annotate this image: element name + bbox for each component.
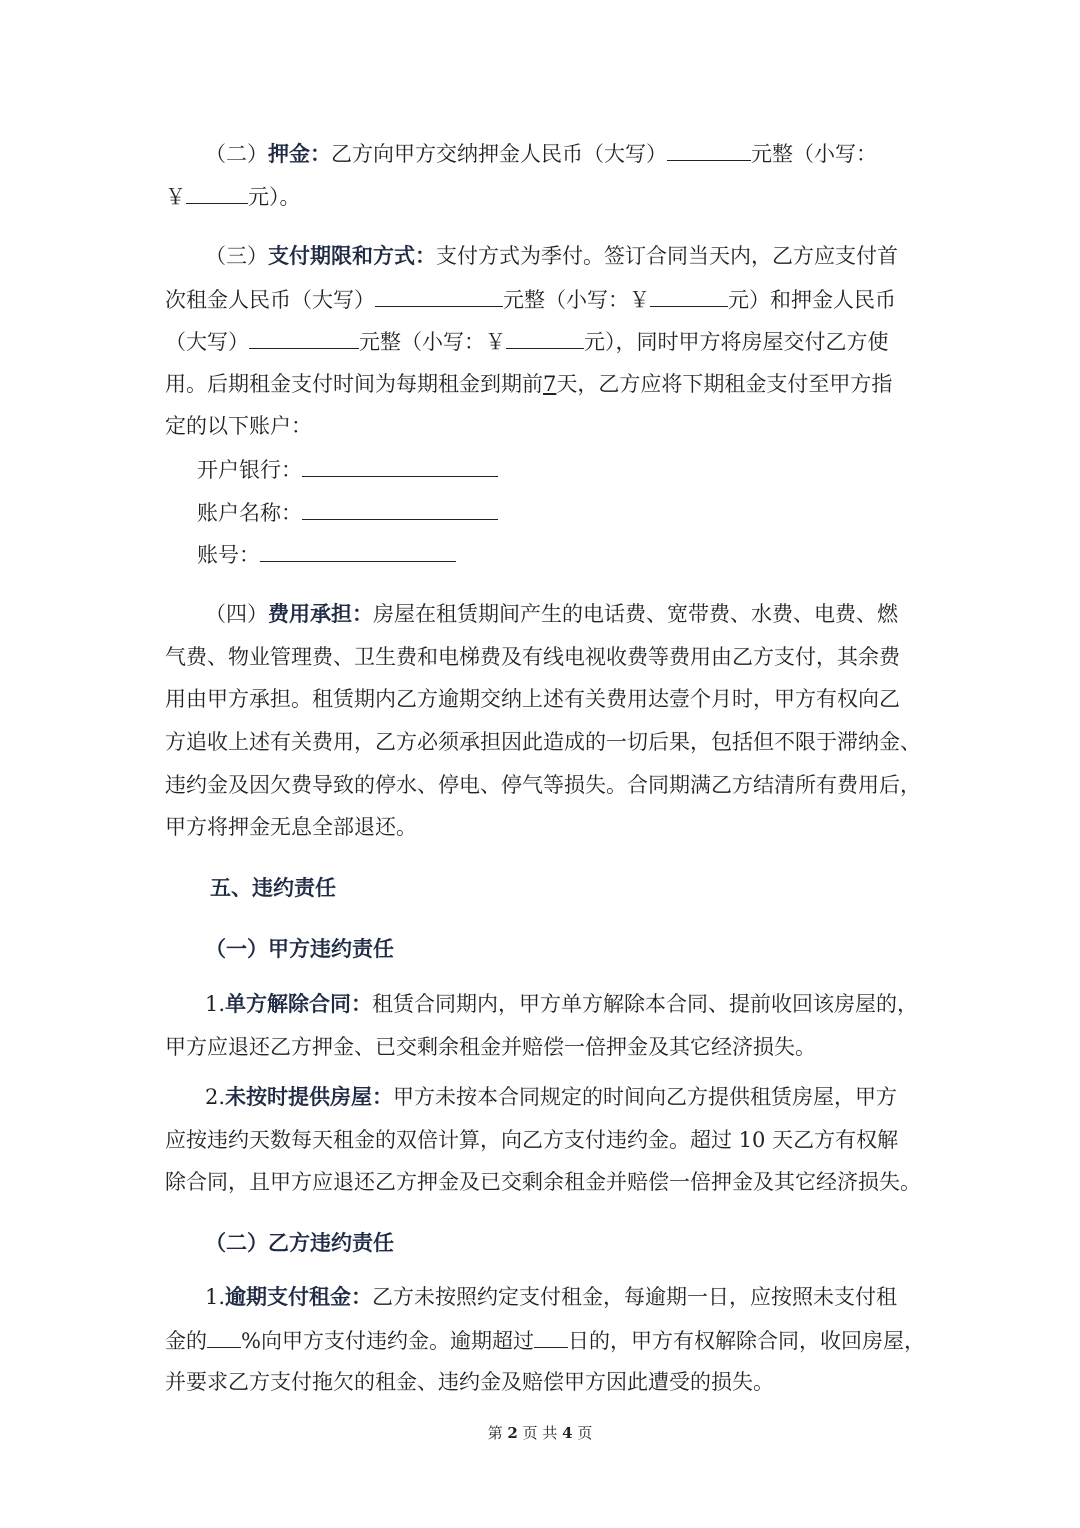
party-a-item-2-line-1: 2.未按时提供房屋：甲方未按本合同规定的时间向乙方提供租赁房屋，甲方 [205, 1084, 898, 1109]
blank-penalty-percent [207, 1325, 241, 1348]
blank-deposit2-capital [249, 326, 359, 349]
party-a-item-1-line-1: 1.单方解除合同：租赁合同期内，甲方单方解除本合同、提前收回该房屋的， [205, 991, 919, 1016]
party-a-item-1-line-2: 甲方应退还乙方押金、已交剩余租金并赔偿一倍押金及其它经济损失。 [165, 1035, 816, 1059]
current-page-number: 2 [507, 1424, 518, 1442]
blank-overdue-days [534, 1325, 568, 1348]
total-page-number: 4 [562, 1424, 573, 1442]
page-footer: 第 2 页 共 4 页 [487, 1424, 593, 1442]
bank-line: 开户银行： [197, 454, 498, 485]
payment-line-3: （大写） 元整（小写：￥ 元），同时甲方将房屋交付乙方使 [165, 326, 889, 357]
expense-line-3: 用由甲方承担。租赁期内乙方逾期交纳上述有关费用达壹个月时，甲方有权向乙 [165, 687, 900, 711]
payment-line-2: 次租金人民币（大写） 元整（小写：￥ 元）和押金人民币 [165, 284, 896, 315]
deposit-heading: 押金： [268, 141, 331, 166]
party-b-item-1-line-1: 1.逾期支付租金：乙方未按照约定支付租金，每逾期一日，应按照未支付租 [205, 1284, 898, 1309]
account-number-line: 账号： [197, 539, 456, 570]
blank-rent-number [650, 284, 728, 307]
subsection-heading-party-b: （二）乙方违约责任 [205, 1230, 394, 1255]
expense-line-1: （四）费用承担：房屋在租赁期间产生的电话费、宽带费、水费、电费、燃 [205, 601, 898, 626]
party-b-item-1-line-2: 金的 %向甲方支付违约金。逾期超过 日的，甲方有权解除合同，收回房屋， [165, 1325, 925, 1356]
blank-bank [302, 454, 498, 477]
expense-line-5: 违约金及因欠费导致的停水、停电、停气等损失。合同期满乙方结清所有费用后， [165, 773, 921, 797]
expense-heading: 费用承担： [268, 601, 373, 626]
blank-rent-capital [375, 284, 503, 307]
deposit-line-2: ￥ 元）。 [165, 181, 301, 212]
expense-line-4: 方追收上述有关费用，乙方必须承担因此造成的一切后果，包括但不限于滞纳金、 [165, 730, 921, 754]
party-a-item-2-line-2: 应按违约天数每天租金的双倍计算，向乙方支付违约金。超过 10 天乙方有权解 [165, 1128, 899, 1152]
account-name-line: 账户名称： [197, 497, 498, 528]
payment-line-5: 定的以下账户： [165, 414, 312, 438]
subsection-heading-party-a: （一）甲方违约责任 [205, 936, 394, 961]
party-a-item-2-line-3: 除合同，且甲方应退还乙方押金及已交剩余租金并赔偿一倍押金及其它经济损失。 [165, 1170, 921, 1194]
expense-line-2: 气费、物业管理费、卫生费和电梯费及有线电视收费等费用由乙方支付，其余费 [165, 645, 900, 669]
blank-account-number [260, 539, 456, 562]
payment-heading: 支付期限和方式： [268, 243, 436, 268]
blank-deposit-number [186, 181, 248, 204]
blank-deposit2-number [506, 326, 584, 349]
section-heading-breach: 五、违约责任 [210, 875, 336, 900]
expense-line-6: 甲方将押金无息全部退还。 [165, 815, 417, 839]
payment-line-1: （三）支付期限和方式：支付方式为季付。签订合同当天内，乙方应支付首 [205, 243, 898, 268]
payment-days: 7 [543, 372, 557, 396]
deposit-line-1: （二）押金：乙方向甲方交纳押金人民币（大写） 元整（小写： [205, 138, 877, 169]
payment-line-4: 用。后期租金支付时间为每期租金到期前7天，乙方应将下期租金支付至甲方指 [165, 372, 893, 396]
party-b-item-1-line-3: 并要求乙方支付拖欠的租金、违约金及赔偿甲方因此遭受的损失。 [165, 1370, 774, 1394]
blank-deposit-capital [667, 138, 751, 161]
blank-account-name [302, 497, 498, 520]
